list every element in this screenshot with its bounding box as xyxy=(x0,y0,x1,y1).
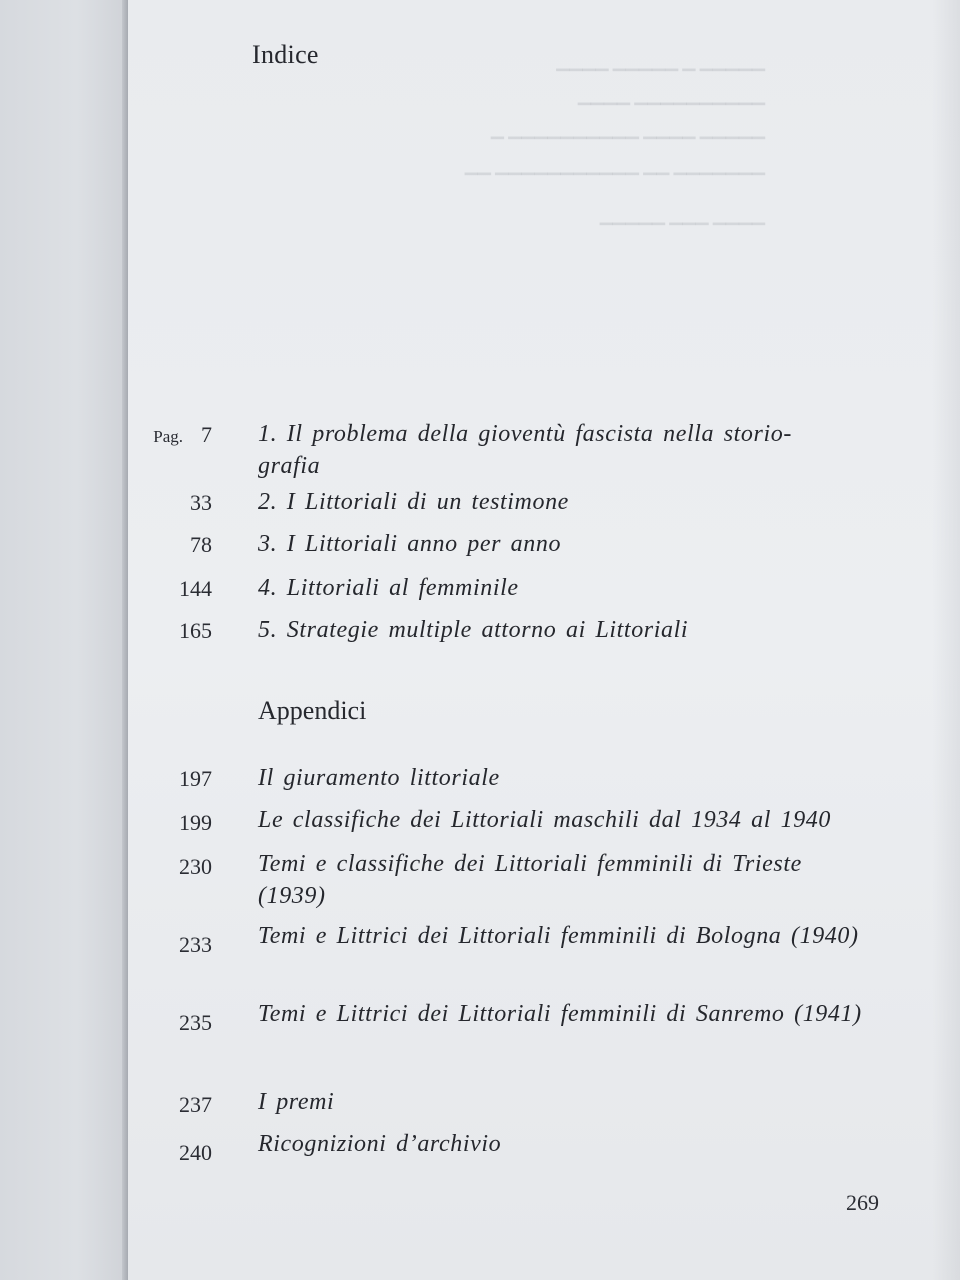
entry-title: I premi xyxy=(258,1089,335,1115)
show-through: ▁▁ ▁▁▁▁▁▁▁▁▁▁▁ ▁▁ ▁▁▁▁▁▁▁ xyxy=(464,156,765,175)
entry-page-number: 33 xyxy=(190,490,212,515)
entry-title: 4. Littoriali al femminile xyxy=(258,575,519,601)
appendix-heading: Appendici xyxy=(258,696,367,725)
entry-page-number: 237 xyxy=(179,1092,212,1117)
page-number-value: 7 xyxy=(201,422,212,447)
page-abbreviation: Pag. xyxy=(153,427,183,446)
entry-title-text: 1. Il problema della gioventù fascista nella storio- grafia xyxy=(258,421,792,479)
entry-page-number: 165 xyxy=(179,618,212,643)
page-edge-shadow xyxy=(932,0,960,1280)
entry-title: Temi e classifiche dei Littoriali femminili di Trieste (1939) xyxy=(258,851,802,909)
entry-title xyxy=(258,418,878,482)
entry-page-number: 233 xyxy=(179,932,212,957)
adjacent-page xyxy=(0,0,128,1280)
show-through: ▁ ▁▁▁▁▁▁▁▁▁▁ ▁▁▁▁ ▁▁▁▁▁ xyxy=(490,120,765,139)
show-through: ▁▁▁▁▁ ▁▁▁ ▁▁▁▁ xyxy=(599,206,765,225)
entry-page-number: 197 xyxy=(179,766,212,791)
entry-title: 5. Strategie multiple attorno ai Littoriali xyxy=(258,617,689,643)
entry-page-number: 230 xyxy=(179,854,212,879)
entry-page-number: 199 xyxy=(179,810,212,835)
page-number: 269 xyxy=(846,1190,879,1215)
entry-page-number xyxy=(153,422,212,448)
entry-title: Il giuramento littoriale xyxy=(258,765,500,791)
page-title: Indice xyxy=(252,40,319,69)
entry-page-number: 78 xyxy=(190,532,212,557)
entry-title: Le classifiche dei Littoriali maschili dal 1934 al 1940 xyxy=(258,807,831,833)
show-through: ▁▁▁▁ ▁▁▁▁▁ ▁ ▁▁▁▁▁ xyxy=(556,52,765,71)
entry-title: 3. I Littoriali anno per anno xyxy=(258,531,562,557)
entry-title: Ricognizioni d’archivio xyxy=(258,1131,502,1157)
entry-page-number: 240 xyxy=(179,1140,212,1165)
entry-page-number: 144 xyxy=(179,576,212,601)
entry-title: 2. I Littoriali di un testimone xyxy=(258,489,569,515)
entry-title: Temi e Littrici dei Littoriali femminili di Bologna (1940) xyxy=(258,923,859,949)
entry-page-number: 235 xyxy=(179,1010,212,1035)
show-through: ▁▁▁▁ ▁▁▁▁▁▁▁▁▁▁ xyxy=(577,86,765,105)
entry-title: Temi e Littrici dei Littoriali femminili di Sanremo (1941) xyxy=(258,1001,862,1027)
